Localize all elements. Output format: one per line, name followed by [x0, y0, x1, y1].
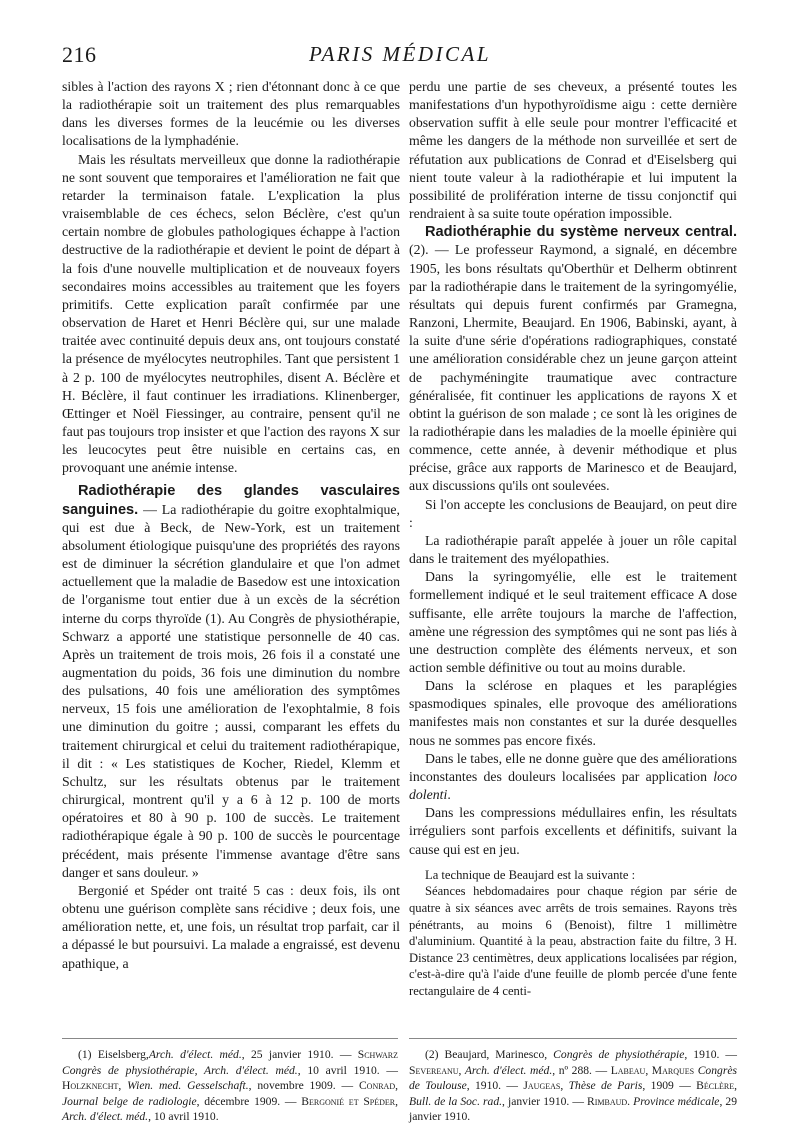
footnote-source: Arch. d'élect. méd. [62, 1110, 149, 1123]
footnote-detail: , 1910. — [684, 1048, 737, 1061]
section-title: Radiothéraphie du système nerveux central. [425, 224, 737, 241]
footnote-author: Jaugeas, [523, 1079, 564, 1092]
section-title: Radiothérapie des glandes vasculaires sanguines. [62, 483, 400, 518]
footnote-source: Arch. d'élect. méd. [148, 1048, 242, 1061]
footnote-source: Province médicale [630, 1094, 720, 1108]
footnote-author: Severeanu, [409, 1063, 462, 1077]
footnote [62, 1047, 398, 1125]
footnote-detail: , 1909 — [642, 1079, 697, 1092]
paragraph-text: . [447, 787, 451, 803]
footnote-detail: , nº 288. — [552, 1063, 611, 1077]
paragraph: sibles à l'action des rayons X ; rien d'étonnant donc à ce que la radiothérapie soit un traitement des plus remarquables dans les diverses formes de la leucémie ou les diverses localisations de la lymphadénie. [62, 79, 400, 149]
footnote-detail: , 29 janvier 1910. [409, 1094, 737, 1123]
paragraph: Bergonié et Spéder ont traité 5 cas : deux fois, ils ont obtenu une guérison complète sans récidive ; deux fois, une amélioration nette, et, une fois, un résultat trop parfait, car il a dépassé le but poursuivi. La malade a engraissé, est devenu apathique, a [62, 882, 400, 971]
footnote-divider-right [409, 1038, 737, 1039]
technique-intro: La technique de Beaujard est la suivante : [425, 867, 636, 882]
footnote-source: Journal belge de radiologie [62, 1094, 197, 1108]
footnote-author: Bergonié et Spéder, [301, 1094, 399, 1108]
paragraph: Dans la syringomyélie, elle est le traitement formellement indiqué et le seul traitement efficace A dose suffisante, elle arrête toujours la marche de l'affection, amène une régression des symptômes qui ne sont pas liés à une destruction complète des éléments nerveux, et son action semble définitive ou tout au moins durable. [409, 569, 737, 675]
section-paragraph [62, 482, 400, 881]
paragraph: Dans la sclérose en plaques et les paraplégies spasmodiques spinales, elle provoque des améliorations manifestes mais non constantes et sur la durée desquelles nous ne sommes pas encore fixés. [409, 678, 737, 748]
footnote-detail: , janvier 1910. — [502, 1094, 587, 1108]
paragraph-text: — La radiothérapie du goitre exophtalmique, qui est due à Beck, de New-York, est un traitement absolument étiologique puisqu'une des propriétés des rayons est de diminuer la sécrétion glandulaire et que l'on admet actuellement que la maladie de Basedow est une intoxication de l'organisme tout entier due à un excès de la sécrétion interne du corps thyroïde (1). Au Congrès de physiothérapie, Schwarz a apporté une statistique personnelle de 40 cas. Après un traitement de trois mois, 26 fois il a constaté une augmentation du poids, 36 fois une diminution du nombre des pulsations, 40 fois une amélioration des symptômes nerveux, 15 fois une amélioration de l'exophtalmie, 8 fois une diminution du goitre ; aussi, comparant les effets du traitement chirurgical et celui du traitement radiothérapique, il dit : « Les statistiques de Kocher, Riedel, Klemm et Schultz, sur les résultats obtenus par le traitement chirurgical, montrent qu'il y a 6 à 12 p. 100 de morts opératoires et 80 à 90 p. 100 de succès. Le traitement radiothérapique égale à 90 p. 100 de succès le pourcentage précédent, mais présente l'immense avantage d'être sans danger et sans douleur. » [62, 501, 400, 880]
page-header [62, 42, 738, 72]
footnote-author: (1) Eiselsberg, [78, 1048, 149, 1061]
footnote-author: Holzknecht, [62, 1079, 122, 1092]
footnote-author: (2) Beaujard, Marinesco, [425, 1048, 548, 1061]
footnote-detail: , 1910. — [466, 1079, 524, 1092]
paragraph: Si l'on accepte les conclusions de Beaujard, on peut dire : [409, 496, 737, 530]
footnote-source: Thèse de Paris [563, 1079, 643, 1092]
paragraph: perdu une partie de ses cheveux, a présenté toutes les manifestations d'un hypothyroïdisme aigu : cette dernière observation suffit à elle seule pour montrer l'efficacité et même les dangers de la méthode non surveillée et sert de réfutation aux publications de Conrad et d'Eiselsberg qui nient toute valeur à la radiothérapie et lui imputent la possibilité de prolifération interne de tissu conjonctif qui rendraient à sa suite toute opération impossible. [409, 79, 737, 222]
left-column [62, 78, 400, 973]
footnote [409, 1047, 737, 1125]
footnote-author: Conrad, [358, 1079, 399, 1092]
paragraph-text: (2). — Le professeur Raymond, a signalé, en décembre 1905, les bons résultats qu'Oberthür et Delherm obtinrent par la radiothérapie dans le traitement de la syringomyélie, résultats qui depuis furent confirmés par Gramegna, Ranzoni, Lhermite, Beaujard. En 1906, Babinski, ayant, à la suite d'une série d'opérations radiographiques, constaté une amélioration considérable chez un jeune garçon atteint de pachyméningite traumatique avec contracture généralisée, fit continuer les applications de rayons X et obtint la guérison de son malade ; ce sont là les origines de la radiothérapie dans les maladies de la moelle épinière qui commence, cette année, à devenir méthodique et plus précise, grâce aux rapports de Marinesco et de Beaujard, aux discussions qu'ils ont soulevées. [409, 242, 737, 494]
footnote-source: Bull. de la Soc. rad. [409, 1094, 503, 1108]
footnote-author: Schwarz [357, 1048, 398, 1061]
footnote-author: Rimbaud. [587, 1094, 631, 1108]
right-column [409, 78, 737, 999]
footnote-author: Labeau, Marques [610, 1063, 695, 1077]
footnote-detail: , 25 janvier 1910. — [241, 1048, 358, 1061]
footnote-source: Congrès de physiothérapie, Arch. d'élect. méd. [62, 1063, 298, 1077]
footnote-author: Béclère, [696, 1079, 738, 1092]
footnote-divider-left [62, 1038, 398, 1039]
footnote-detail: , novembre 1909. — [248, 1079, 359, 1092]
paragraph: Mais les résultats merveilleux que donne la radiothérapie ne sont souvent que temporaires et l'amélioration ne fait que retarder la terminaison fatale. L'explication la plus vraisemblable de ces échecs, selon Béclère, c'est qu'un certain nombre de globules pathologiques échappe à l'action destructive de la radiothérapie et devient le point de départ à la fois d'une nouvelle multiplication et de nouveaux foyers secondaires moins accessibles au traitement que les foyers primitifs. Cette explication paraît confirmée par une observation de Haret et Henri Béclère qui, sur une malade traitée avec continuité depuis deux ans, ont toujours constaté la présence de myélocytes neutrophiles. Tant que persistent 1 à 2 p. 100 de myélocytes neutrophiles, disent A. Béclère et H. Béclère, il faut continuer les irradiations. Klinenberger, Œttinger et Noël Fiessinger, au contraire, pensent qu'il ne faut pas toujours trop insister et que l'action des rayons X sur les leucocytes peut être nuisible en certains cas, en provoquant une anémie intense. [62, 151, 400, 476]
footnote-source: Arch. d'élect. méd. [461, 1063, 553, 1077]
footnotes-right [409, 1047, 737, 1125]
footnotes-left [62, 1047, 398, 1125]
section-paragraph [409, 223, 737, 495]
paragraph [409, 750, 737, 804]
page-number: 216 [62, 42, 97, 67]
footnote-detail: , 10 avril 1910. [148, 1110, 219, 1123]
paragraph-text: Dans le tabes, elle ne donne guère que des améliorations inconstantes des douleurs localisées par application [409, 750, 737, 784]
footnote-detail: , 10 avril 1910. — [297, 1063, 398, 1077]
paragraph: La radiothérapie paraît appelée à jouer un rôle capital dans le traitement des myélopathies. [409, 532, 737, 567]
paragraph: Dans les compressions médullaires enfin, les résultats irréguliers sont parfois excellents et définitifs, suivant la cause qui est en jeu. [409, 805, 737, 857]
technique-block [409, 867, 737, 1000]
technique-text: Séances hebdomadaires pour chaque région par série de quatre à six séances avec arrêts de trois semaines. Rayons très pénétrants, au moins 6 (Benoist), filtre 1 millimètre d'aluminium. Quantité à la peau, abstraction faite du filtre, 3 H. Distance 23 centimètres, deux applications localisées par région, c'est-à-dire qu'à l'aide d'une feuille de plomb percée d'une fente rectangulaire de 4 centi- [409, 884, 737, 998]
footnote-detail: , décembre 1909. — [196, 1094, 302, 1108]
running-title: PARIS MÉDICAL [308, 42, 491, 66]
footnote-source: Wien. med. Gesselschaft. [121, 1079, 249, 1092]
footnote-source: Congrès de Toulouse [409, 1063, 737, 1092]
footnote-source: Congrès de physiothérapie [547, 1048, 685, 1061]
italic-term: loco dolenti [409, 768, 737, 803]
